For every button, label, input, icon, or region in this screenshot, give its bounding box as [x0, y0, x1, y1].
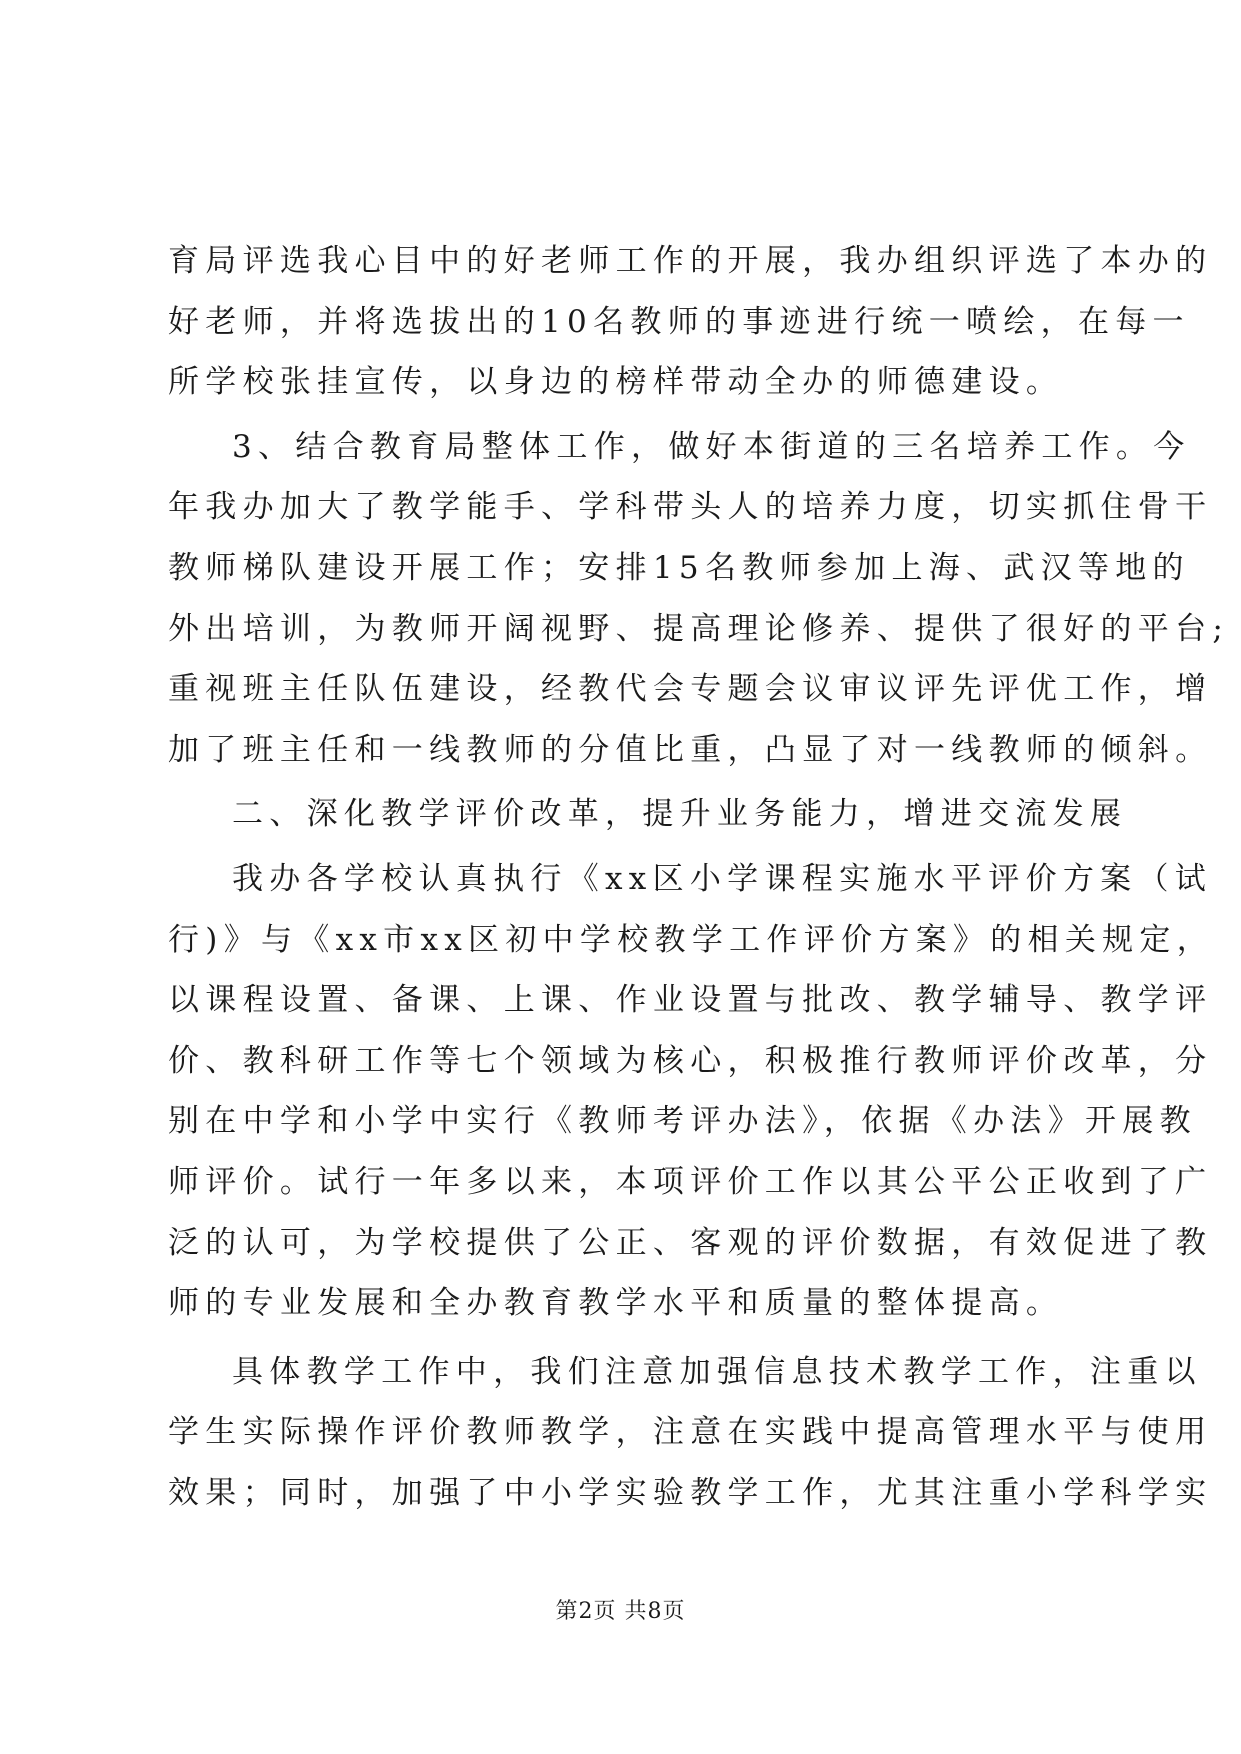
page-number-footer: 第2页 共8页	[555, 1599, 686, 1624]
text-line: 加了班主任和一线教师的分值比重，凸显了对一线教师的倾斜。	[168, 731, 1213, 768]
text-line: 行)》与《xx市xx区初中学校教学工作评价方案》的相关规定，	[168, 921, 1215, 958]
text-line: 具体教学工作中，我们注意加强信息技术教学工作，注重以	[232, 1353, 1202, 1390]
text-line: 3、结合教育局整体工作，做好本街道的三名培养工作。今	[232, 428, 1191, 465]
text-line: 以课程设置、备课、上课、作业设置与批改、教学辅导、教学评	[168, 982, 1213, 1019]
text-line: 好老师，并将选拔出的10名教师的事迹进行统一喷绘，在每一	[168, 303, 1190, 340]
text-line: 外出培训，为教师开阔视野、提高理论修养、提供了很好的平台;	[168, 610, 1230, 647]
text-line: 师的专业发展和全办教育教学水平和质量的整体提高。	[168, 1285, 1064, 1322]
text-line: 教师梯队建设开展工作；安排15名教师参加上海、武汉等地的	[168, 549, 1190, 586]
text-line: 效果；同时，加强了中小学实验教学工作，尤其注重小学科学实	[168, 1474, 1213, 1511]
body-text	[168, 231, 1230, 1523]
text-line: 重视班主任队伍建设，经教代会专题会议审议评先评优工作，增	[168, 671, 1213, 708]
text-line: 价、教科研工作等七个领域为核心，积极推行教师评价改革，分	[168, 1042, 1213, 1079]
text-line: 别在中学和小学中实行《教师考评办法》，依据《办法》开展教	[168, 1103, 1197, 1140]
text-line: 育局评选我心目中的好老师工作的开展，我办组织评选了本办的	[168, 243, 1213, 279]
text-line: 年我办加大了教学能手、学科带头人的培养力度，切实抓住骨干	[168, 489, 1213, 526]
text-line: 我办各学校认真执行《xx区小学课程实施水平评价方案（试	[232, 860, 1213, 897]
text-line: 泛的认可，为学校提供了公正、客观的评价数据，有效促进了教	[168, 1224, 1213, 1261]
text-line: 学生实际操作评价教师教学，注意在实践中提高管理水平与使用	[168, 1414, 1213, 1451]
text-line: 所学校张挂宣传，以身边的榜样带动全办的师德建设。	[168, 364, 1064, 401]
text-line: 师评价。试行一年多以来，本项评价工作以其公平公正收到了广	[168, 1163, 1213, 1200]
section-heading: 二、深化教学评价改革，提升业务能力，增进交流发展	[232, 796, 1128, 833]
